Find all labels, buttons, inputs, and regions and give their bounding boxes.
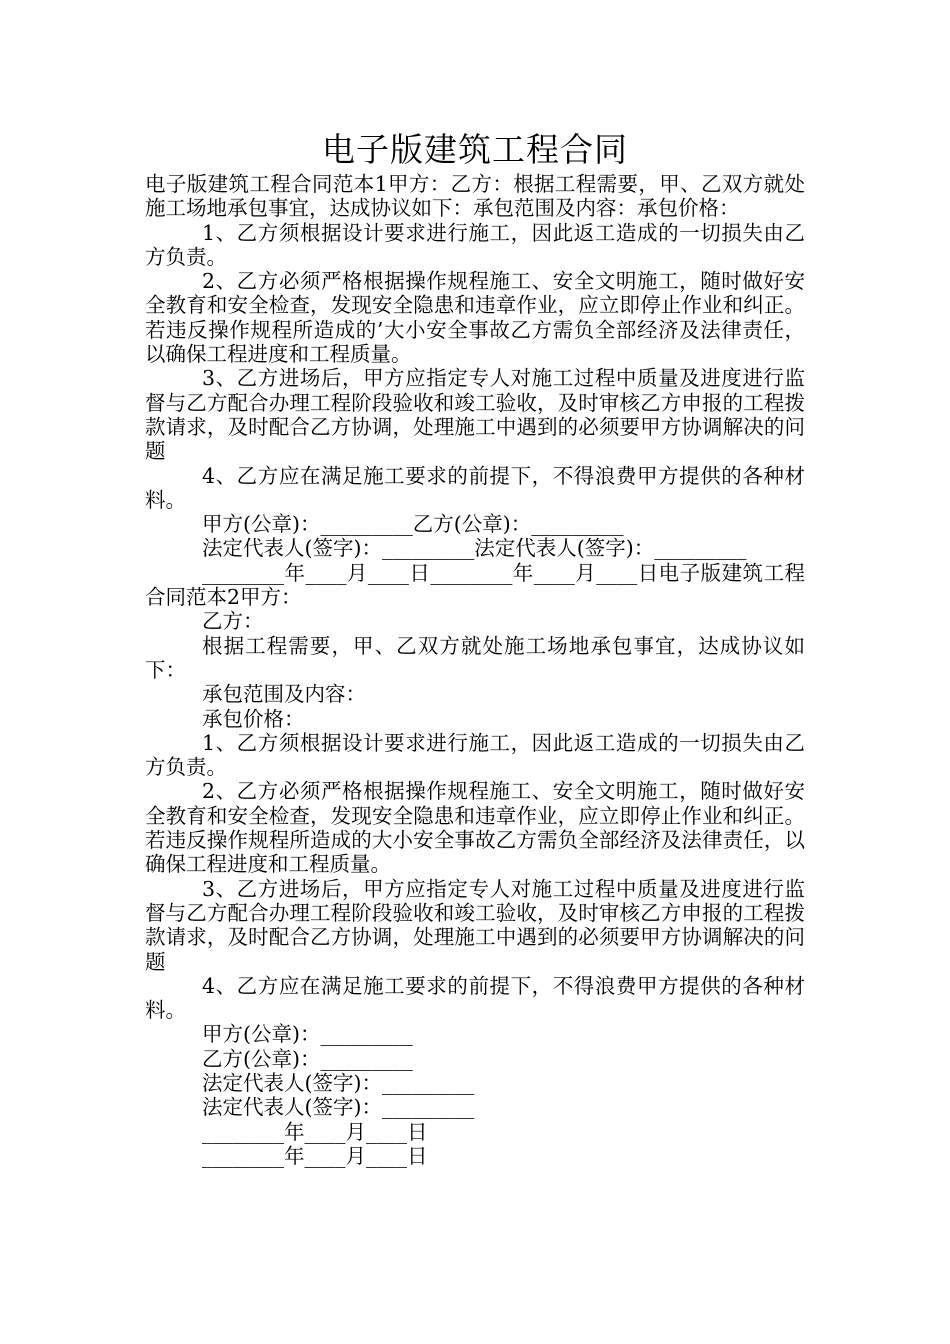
document-paragraph: 3、乙方进场后，甲方应指定专人对施工过程中质量及进度进行监督与乙方配合办理工程阶段验收和竣工验收，及时审核乙方申报的工程拨款请求，及时配合乙方协调，处理施工中遇到的必须要甲方协调解决的问题 xyxy=(145,876,805,974)
document-paragraph: 甲方(公章)：_________ xyxy=(202,1022,413,1047)
document-paragraph: 乙方(公章)：_________ xyxy=(202,1046,413,1071)
document-paragraph: 4、乙方应在满足施工要求的前提下，不得浪费甲方提供的各种材料。 xyxy=(145,973,805,1023)
document-paragraph: 4、乙方应在满足施工要求的前提下，不得浪费甲方提供的各种材料。 xyxy=(145,463,805,512)
document-paragraph: 3、乙方进场后，甲方应指定专人对施工过程中质量及进度进行监督与乙方配合办理工程阶段验收和竣工验收，及时审核乙方申报的工程拨款请求，及时配合乙方协调，处理施工中遇到的必须要甲方协调解决的问题 xyxy=(145,366,805,464)
document-page xyxy=(145,128,805,1168)
document-paragraph: 承包价格： xyxy=(202,706,305,731)
document-paragraph: ________年____月____日 xyxy=(202,1119,428,1144)
document-paragraph: 2、乙方必须严格根据操作规程施工、安全文明施工，随时做好安全教育和安全检查，发现安全隐患和违章作业，应立即停止作业和纠正。若违反操作规程所造成的大小安全事故乙方需负全部经济及法律责任，以确保工程进度和工程质量。 xyxy=(145,779,805,877)
document-paragraph: 承包范围及内容： xyxy=(202,682,366,707)
document-title: 电子版建筑工程合同 xyxy=(322,130,628,169)
document-paragraph: 法定代表人(签字)：_________ xyxy=(202,1095,475,1120)
document-paragraph: 1、乙方须根据设计要求进行施工，因此返工造成的一切损失由乙方负责。 xyxy=(145,730,805,780)
document-paragraph: 1、乙方须根据设计要求进行施工，因此返工造成的一切损失由乙方负责。 xyxy=(145,220,805,269)
document-body xyxy=(145,172,805,1168)
document-paragraph: 根据工程需要，甲、乙双方就处施工场地承包事宜，达成协议如下： xyxy=(145,633,805,682)
document-paragraph: 乙方： xyxy=(202,609,264,634)
document-paragraph: ________年____月____日________年____月____日电子版建筑工程合同范本2甲方： xyxy=(145,560,805,610)
document-paragraph: ________年____月____日 xyxy=(202,1143,428,1168)
document-paragraph: 法定代表人(签字)：_________ xyxy=(202,1070,475,1095)
document-paragraph: 电子版建筑工程合同范本1甲方：乙方：根据工程需要，甲、乙双方就处施工场地承包事宜，达成协议如下：承包范围及内容：承包价格： xyxy=(145,172,805,221)
document-paragraph: 甲方(公章)：_________乙方(公章)：_________ xyxy=(202,512,624,537)
document-paragraph: 2、乙方必须严格根据操作规程施工、安全文明施工，随时做好安全教育和安全检查，发现安全隐患和违章作业，应立即停止作业和纠正。若违反操作规程所造成的’大小安全事故乙方需负全部经济及法律责任，以确保工程进度和工程质量。 xyxy=(145,269,805,367)
document-paragraph: 法定代表人(签字)：_________法定代表人(签字)：_________ xyxy=(202,536,747,561)
